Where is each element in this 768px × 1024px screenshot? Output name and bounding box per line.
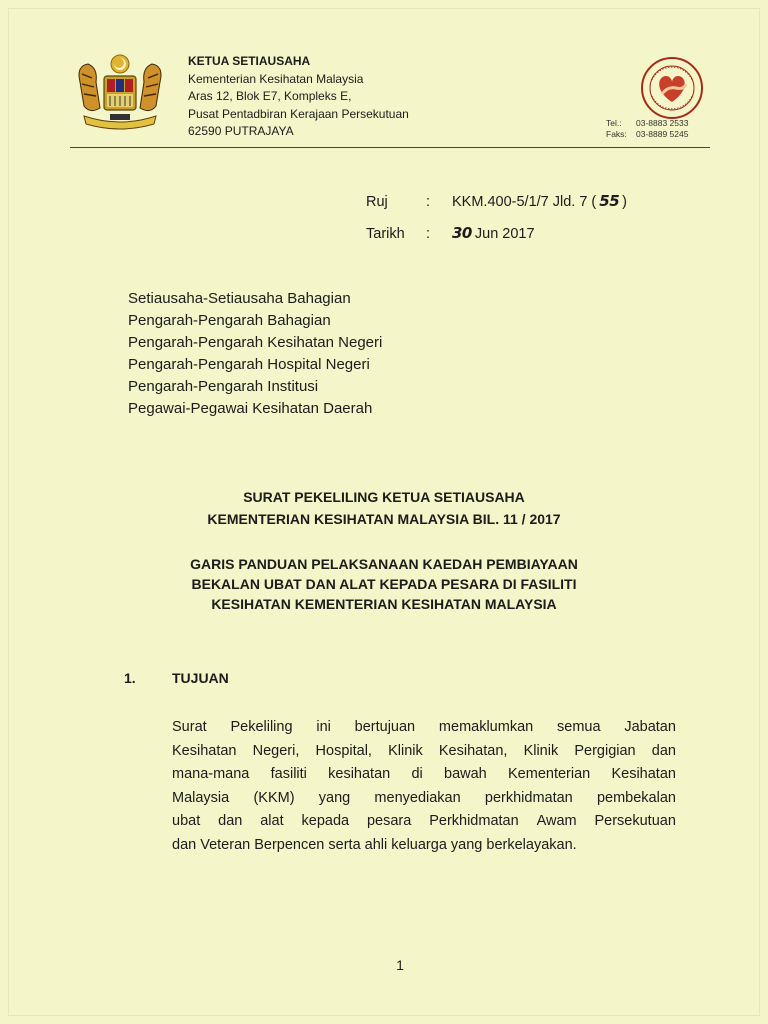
date-handwritten-day: 30 <box>452 224 472 242</box>
ruj-close: ) <box>622 194 627 210</box>
paragraph-line <box>172 740 676 764</box>
paragraph-word: Kesihatan <box>611 766 676 782</box>
paragraph-word: di <box>411 766 423 782</box>
heart-hand-logo-icon <box>640 56 704 120</box>
paragraph-word: bertujuan <box>354 719 416 735</box>
recipient-item: Setiausaha-Setiausaha Bahagian <box>128 290 351 307</box>
paragraph-word: Pergigian <box>574 742 636 759</box>
paragraph-word: yang <box>318 789 351 806</box>
recipient-item: Pengarah-Pengarah Institusi <box>128 378 319 395</box>
paragraph-word: Klinik <box>388 742 423 759</box>
date-colon: : <box>426 226 431 242</box>
paragraph-word: kesihatan <box>328 766 391 782</box>
paragraph-word: bawah <box>444 766 487 782</box>
paragraph-word: Negeri, <box>252 742 300 759</box>
paragraph-word: ubat <box>172 813 201 829</box>
recipient-item: Pengarah-Pengarah Hospital Negeri <box>128 356 370 373</box>
tel-number: 03-8883 2533 <box>636 118 689 128</box>
paragraph-word: dan <box>651 742 676 759</box>
paragraph-word: Kesihatan, <box>438 742 508 759</box>
fax-number: 03-8889 5245 <box>636 129 689 139</box>
ruj-handwritten-number: 55 <box>599 192 620 210</box>
paragraph-line <box>172 787 676 811</box>
paragraph-word: Hospital, <box>315 742 372 759</box>
recipient-item: Pengarah-Pengarah Bahagian <box>128 312 331 329</box>
letterhead-title: KETUA SETIAUSAHA <box>188 54 311 68</box>
paragraph-line: dan Veteran Berpencen serta ahli keluarga yang berkelayakan. <box>172 836 577 853</box>
paragraph-line <box>172 763 676 787</box>
paragraph-word: pembekalan <box>596 789 676 806</box>
paragraph-word: ini <box>316 719 331 735</box>
paragraph-word: Malaysia <box>172 789 230 806</box>
header-divider <box>70 147 710 148</box>
date-rest: Jun 2017 <box>474 226 535 242</box>
circular-title-line: KEMENTERIAN KESIHATAN MALAYSIA BIL. 11 / 2017 <box>207 511 561 527</box>
circular-title-line: SURAT PEKELILING KETUA SETIAUSAHA <box>243 489 525 505</box>
paragraph-word: mana-mana <box>172 766 250 782</box>
recipient-list <box>128 288 382 420</box>
paragraph-word: Klinik <box>523 742 559 759</box>
paragraph-word: Pekeliling <box>230 719 293 735</box>
section-number: 1. <box>124 670 136 686</box>
date-label: Tarikh <box>366 226 405 242</box>
paragraph-word: (KKM) <box>253 789 295 806</box>
letterhead-line: Pusat Pentadbiran Kerajaan Persekutuan <box>188 106 409 121</box>
paragraph-word: fasiliti <box>270 766 307 782</box>
paragraph-word: kepada <box>301 813 350 829</box>
paragraph-word: alat <box>260 813 284 829</box>
paragraph-word: memaklumkan <box>438 719 534 735</box>
paragraph-word: pesara <box>366 813 412 829</box>
paragraph-word: Kesihatan <box>172 742 237 759</box>
section-paragraph <box>172 716 676 857</box>
guideline-title-line: GARIS PANDUAN PELAKSANAAN KAEDAH PEMBIAYAAN <box>190 556 578 572</box>
paragraph-word: Awam <box>536 813 577 829</box>
recipient-item: Pegawai-Pegawai Kesihatan Daerah <box>128 400 373 417</box>
circular-title <box>0 486 768 530</box>
guideline-title-line: KESIHATAN KEMENTERIAN KESIHATAN MALAYSIA <box>211 596 557 612</box>
letterhead-line: Aras 12, Blok E7, Kompleks E, <box>188 89 352 103</box>
ruj-label: Ruj <box>366 194 388 210</box>
paragraph-line <box>172 810 676 834</box>
guideline-title <box>0 554 768 614</box>
letterhead-line: 62590 PUTRAJAYA <box>188 124 294 138</box>
paragraph-word: Jabatan <box>624 719 676 735</box>
malaysia-coat-of-arms-icon <box>70 52 170 134</box>
page-number: 1 <box>396 957 404 973</box>
paragraph-line <box>172 716 676 740</box>
paragraph-word: perkhidmatan <box>484 789 573 806</box>
paragraph-word: dan <box>218 813 243 829</box>
ruj-colon: : <box>426 194 431 210</box>
letterhead <box>188 53 409 141</box>
paragraph-word: Surat <box>172 719 207 735</box>
recipient-item: Pengarah-Pengarah Kesihatan Negeri <box>128 334 383 351</box>
reference-block <box>366 186 627 250</box>
paragraph-word: semua <box>557 719 601 735</box>
ruj-value: KKM.400-5/1/7 Jld. 7 ( <box>452 194 597 210</box>
section-heading: TUJUAN <box>172 670 229 686</box>
paragraph-word: menyediakan <box>374 789 461 806</box>
guideline-title-line: BEKALAN UBAT DAN ALAT KEPADA PESARA DI FASILITI <box>191 576 577 592</box>
fax-label: Faks: <box>606 129 627 139</box>
letterhead-line: Kementerian Kesihatan Malaysia <box>188 71 364 86</box>
paragraph-word: Kementerian <box>508 766 591 782</box>
tel-label: Tel.: <box>606 118 622 128</box>
paragraph-word: Perkhidmatan <box>429 813 519 829</box>
contact-info <box>606 118 688 140</box>
paragraph-word: Persekutuan <box>594 813 676 829</box>
